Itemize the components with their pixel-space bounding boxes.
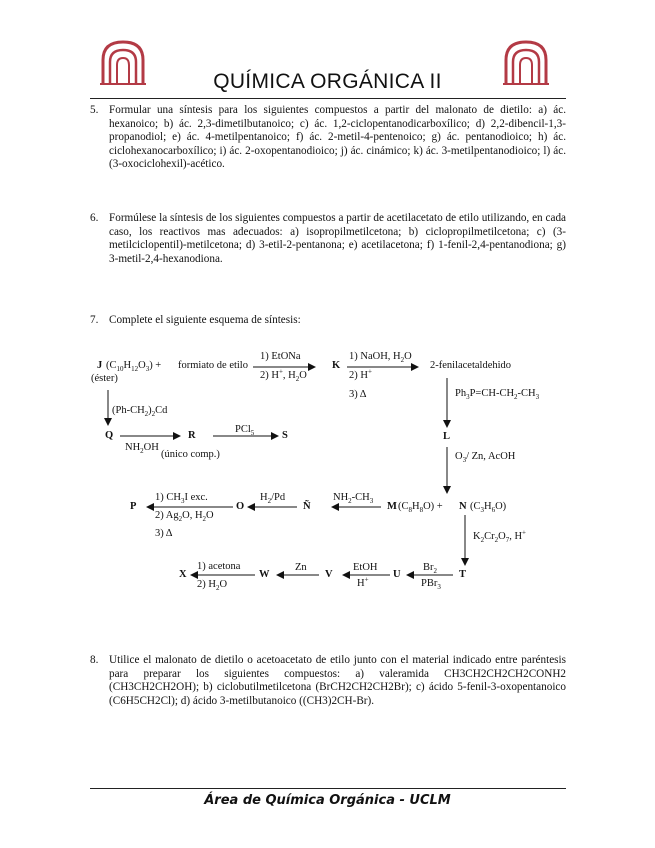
reagent-delta: 3) Δ — [349, 389, 367, 400]
note-unico: (único comp.) — [161, 449, 220, 460]
question-number: 6. — [90, 212, 99, 224]
compound-N: N — [459, 501, 467, 512]
ester-note: (éster) — [91, 373, 118, 384]
compound-S: S — [282, 430, 288, 441]
question-text: Complete el siguiente esquema de síntesis: — [109, 314, 301, 326]
compound-V: V — [325, 569, 333, 580]
reagent-naoh: 1) NaOH, $H_2O$ — [349, 351, 412, 365]
question-text: Formúlese la síntesis de los siguientes compuestos a partir de acetilacetato de etilo utilizando, en cada caso, los reactivos mas adecuados: a) isopropilmetilcetona; b) ciclopropilmetilcetona; c) (3-metilciclopentil)-metilcetona; d) 3-etil-2-pentanona; e) acetilacetona; f) 1-fenil-2,4-pentanodiona; g) 3-metil-2,4-hexanodiona. — [109, 212, 566, 265]
compound-M-formula: $(C_8H_8O)$ + — [398, 501, 443, 515]
question-7 — [90, 314, 566, 328]
reagent-cadmium: $(Ph-CH_2)_2Cd$ — [112, 405, 168, 419]
reagent-etona: 1) EtONa — [260, 351, 301, 362]
compound-X: X — [179, 569, 187, 580]
compound-L: L — [443, 431, 451, 442]
reagent-wittig: $Ph_3P=CH-CH_2-CH_3$ — [455, 388, 540, 402]
reagent-delta-2: 3) Δ — [155, 528, 173, 539]
reagent-zn: Zn — [295, 562, 307, 573]
reagent-br2: $Br_2$ — [423, 562, 437, 576]
reagent-nh2ch3: $NH_2-CH_3$ — [333, 492, 374, 506]
page-title: QUÍMICA ORGÁNICA II — [213, 70, 442, 93]
question-number: 8. — [90, 654, 99, 666]
reagent-formiato: formiato de etilo — [178, 360, 248, 371]
question-text: Formular una síntesis para los siguientes compuestos a partir del malonato de dietilo: a) ác. hexanoico; b) ác. 2,3-dimetilbutanoico; c) ác. 1,2-ciclopentanodicarboxílico; d) 2,2-dibencil-1,3-propanodiol; e) ác. 4-metilpentanoico; f) ác. 2-metil-4-pentenoico; g) ác. pentanodioico; h) ác. ciclohexanocarboxílico; i) ác. 2-oxopentanodioico; j) ác. cinámico; k) ác. 3-metilpentanodioico; l) ác. (3-oxociclohexil)-acético. — [109, 104, 566, 171]
reagent-h2o-2: 2) $H_2O$ — [197, 579, 228, 593]
compound-R: R — [188, 430, 196, 441]
footer-text: Área de Química Orgánica - UCLM — [204, 793, 451, 808]
reagent-pcl5: PCl$_5$ — [235, 424, 255, 438]
product-fenilacetaldehido: 2-fenilacetaldehido — [430, 360, 512, 371]
question-number: 5. — [90, 104, 99, 116]
reagent-etoh: EtOH — [353, 562, 378, 573]
question-5 — [90, 104, 566, 172]
compound-U: U — [393, 569, 401, 580]
synthesis-scheme — [85, 345, 565, 605]
compound-W: W — [259, 569, 270, 580]
reagent-h: 2) H+ — [349, 367, 372, 381]
reagent-dichromate: $K_2Cr_2O_7$, H+ — [473, 528, 526, 545]
reagent-ag2o: 2) $Ag_2O$, $H_2O$ — [155, 510, 214, 524]
compound-P: P — [130, 501, 137, 512]
reagent-pbr3: PBr$_3$ — [421, 578, 441, 592]
header-divider — [90, 98, 566, 99]
question-8 — [90, 654, 566, 708]
question-6 — [90, 212, 566, 266]
reagent-ozone: $O_3/$ Zn, AcOH — [455, 451, 516, 465]
reagent-h2pd: $H_2/Pd$ — [260, 492, 286, 506]
question-number: 7. — [90, 314, 99, 326]
compound-M: M — [387, 501, 397, 512]
reagent-ch3i: 1) $CH_3I$ exc. — [155, 492, 208, 506]
compound-K: K — [332, 360, 341, 371]
compound-J-formula: $(C_{10}H_{12}O_3)$ + — [106, 360, 162, 374]
question-text: Utilice el malonato de dietilo o acetoacetato de etilo junto con el material indicado entre paréntesis para preparar los siguientes compuestos: a) valeramida CH3CH2CH2CH2CONH2 (CH3CH2CH2OH); b) ciclobutilmetilcetona (BrCH2CH2CH2Br); c) ácido 5-fenil-3-oxopentanoico (C6H5CH2Cl); d) ácido 3-metilbutanoico ((CH3)2CH-Br). — [109, 654, 566, 707]
compound-N-formula: $(C_3H_6O)$ — [470, 501, 507, 515]
reagent-h-h2o: 2) H+, $H_2O$ — [260, 367, 307, 384]
reagent-hplus: H+ — [357, 575, 369, 589]
compound-Ntilde: Ñ — [303, 501, 311, 512]
compound-O: O — [236, 501, 245, 512]
scheme-arrows — [85, 345, 565, 605]
reagent-nh2oh: $NH_2OH$ — [125, 442, 159, 456]
compound-J: J — [97, 360, 103, 371]
reagent-acetona: 1) acetona — [197, 561, 241, 572]
compound-T: T — [459, 569, 467, 580]
compound-Q: Q — [105, 430, 114, 441]
footer-divider — [90, 788, 566, 789]
